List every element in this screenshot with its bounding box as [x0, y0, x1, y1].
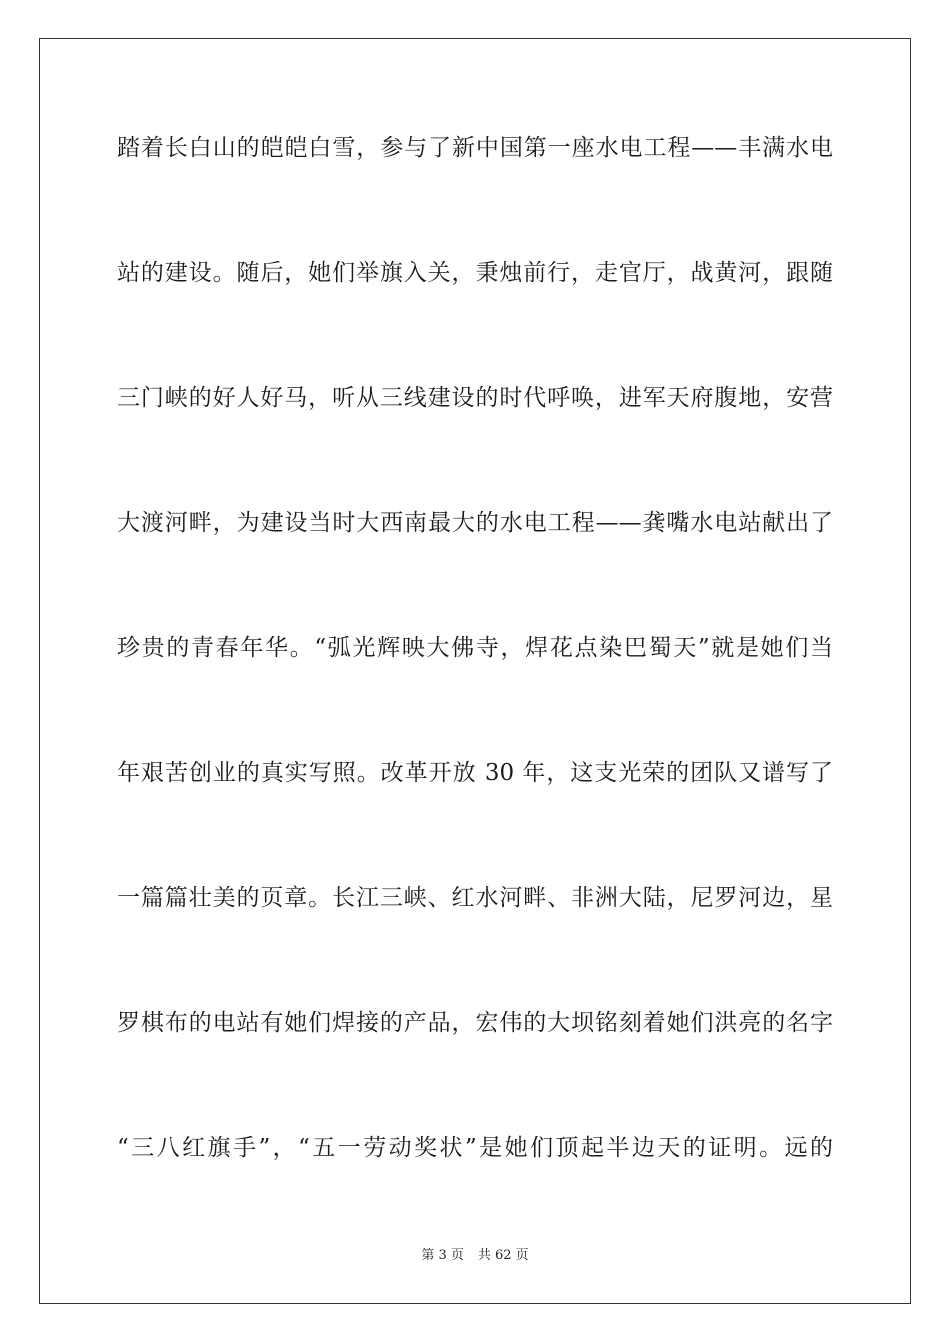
text-line: 大渡河畔，为建设当时大西南最大的水电工程——龚嘴水电站献出了: [117, 510, 833, 536]
text-line: 一篇篇壮美的页章。长江三峡、红水河畔、非洲大陆，尼罗河边，星: [117, 885, 833, 911]
text-line: 年艰苦创业的真实写照。改革开放 30 年，这支光荣的团队又谱写了: [117, 760, 833, 786]
text-line: 站的建设。随后，她们举旗入关，秉烛前行，走官厅，战黄河，跟随: [117, 260, 833, 286]
text-line: 珍贵的青春年华。“弧光辉映大佛寺，焊花点染巴蜀天”就是她们当: [117, 635, 833, 661]
page-footer: [0, 1247, 950, 1265]
text-line: “三八红旗手”，“五一劳动奖状”是她们顶起半边天的证明。远的: [117, 1135, 833, 1161]
page-border: [39, 38, 911, 1304]
page-total: 共 62 页: [477, 1248, 529, 1263]
text-line: 踏着长白山的皑皑白雪，参与了新中国第一座水电工程——丰满水电: [117, 135, 833, 161]
text-line: 三门峡的好人好马，听从三线建设的时代呼唤，进军天府腹地，安营: [117, 385, 833, 411]
text-line: 罗棋布的电站有她们焊接的产品，宏伟的大坝铭刻着她们洪亮的名字: [117, 1010, 833, 1036]
page-number: 第 3 页: [421, 1248, 464, 1263]
